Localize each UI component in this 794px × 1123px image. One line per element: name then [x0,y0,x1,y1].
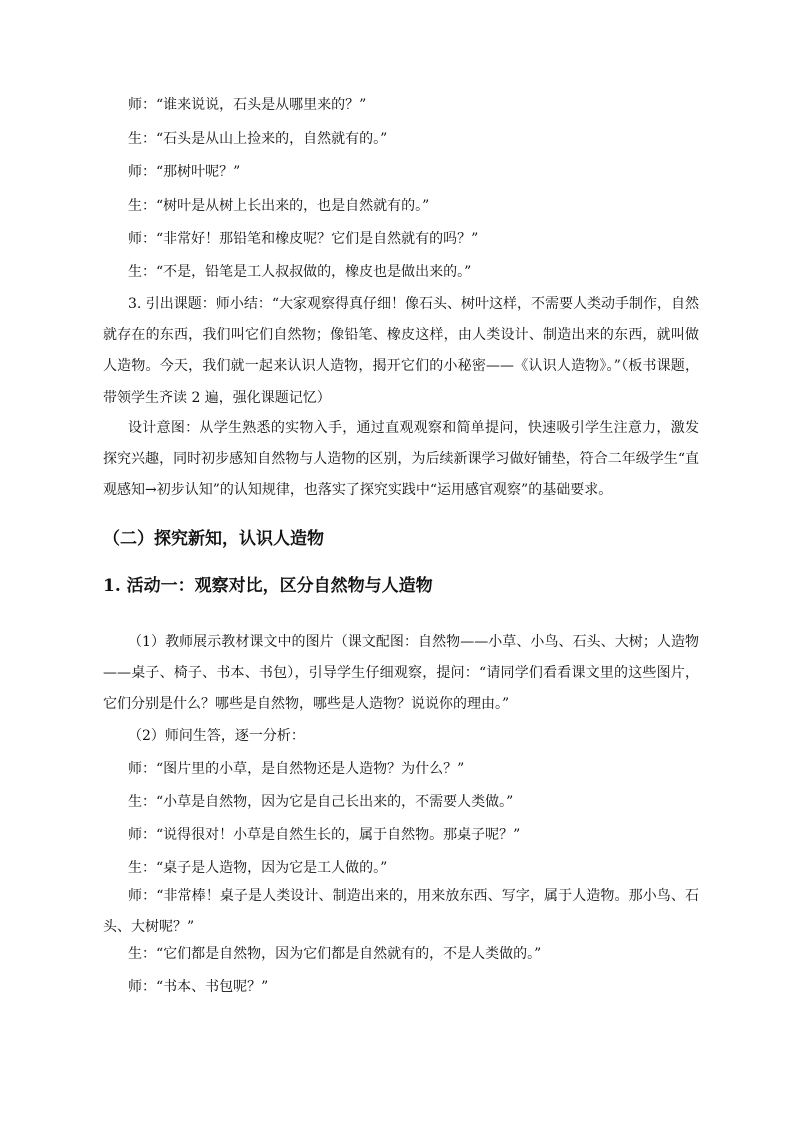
dialogue-line: 师：“说得很对！小草是自然生长的，属于自然物。那桌子呢？” [128,827,521,843]
dialogue-line: 师：“谁来说说，石头是从哪里来的？” [128,97,367,113]
activity-heading: 1. 活动一：观察对比，区分自然物与人造物 [103,576,433,596]
activity-paragraph: （1）教师展示教材课文中的图片（课文配图：自然物——小草、小鸟、石头、大树；人造物——桌子、椅子、书本、书包），引导学生仔细观察，提问：“请同学们看看课文里的这些图片，它们分别是什么？哪些是自然物，哪些是人造物？说说你的理由。” [103,634,699,713]
design-intent-paragraph: 设计意图：从学生熟悉的实物入手，通过直观观察和简单提问，快速吸引学生注意力，激发探究兴趣，同时初步感知自然物与人造物的区别，为后续新课学习做好铺垫，符合二年级学生“直观感知→初步认知”的认知规律，也落实了探究实践中“运用感官观察”的基础要求。 [103,420,699,499]
dialogue-line: 师：“书本、书包呢？” [128,979,269,995]
dialogue-paragraph: 师：“非常棒！桌子是人类设计、制造出来的，用来放东西、写字，属于人造物。那小鸟、石头、大树呢？” [103,888,699,936]
dialogue-line: 师：“非常好！那铅笔和橡皮呢？它们是自然就有的吗？” [128,231,479,247]
dialogue-line: 生：“它们都是自然物，因为它们都是自然就有的，不是人类做的。” [128,946,542,962]
lesson-title-paragraph: 3. 引出课题：师小结：“大家观察得真仔细！像石头、树叶这样，不需要人类动手制作，自然就存在的东西，我们叫它们自然物；像铅笔、橡皮这样，由人类设计、制造出来的东西，就叫做人造物。今天，我们就一起来认识人造物，揭开它们的小秘密——《认识人造物》。”（板书课题，带领学生齐读 2 遍，强化课题记忆） [103,296,699,406]
dialogue-line: 师：“那树叶呢？” [128,164,241,180]
dialogue-line: 生：“树叶是从树上长出来的，也是自然就有的。” [128,198,430,214]
section-heading: （二）探究新知，认识人造物 [103,529,324,549]
dialogue-line: 生：“桌子是人造物，因为它是工人做的。” [128,860,388,876]
dialogue-line: 生：“石头是从山上捡来的，自然就有的。” [128,131,388,147]
dialogue-line: 师：“图片里的小草，是自然物还是人造物？为什么？” [128,761,465,777]
dialogue-line: 生：“小草是自然物，因为它是自己长出来的，不需要人类做。” [128,794,514,810]
activity-paragraph: （2）师问生答，逐一分析： [128,728,305,744]
dialogue-line: 生：“不是，铅笔是工人叔叔做的，橡皮也是做出来的。” [128,264,472,280]
